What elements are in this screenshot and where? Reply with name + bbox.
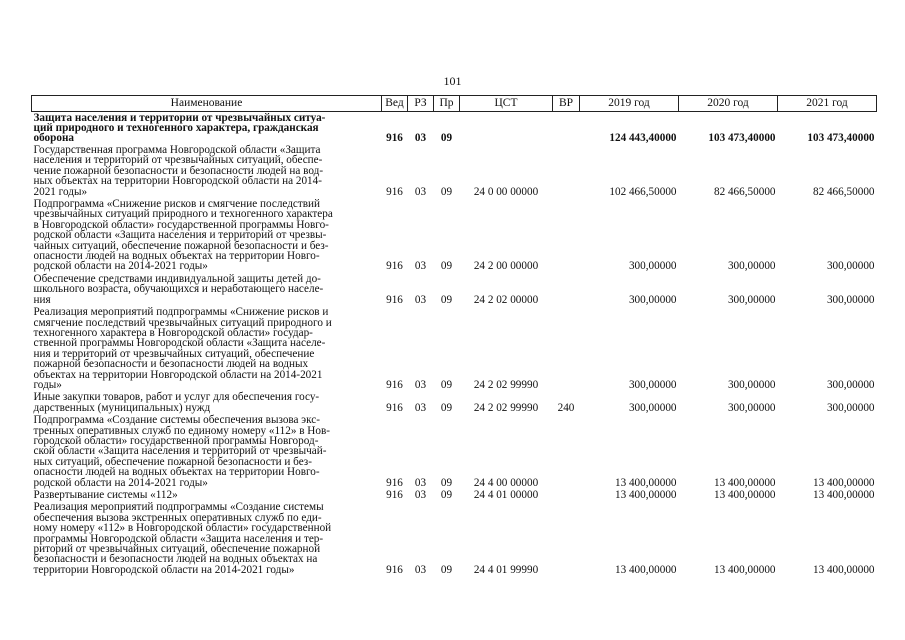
column-header-pr: Пр (434, 96, 460, 112)
cell-ved: 916 (386, 378, 403, 391)
cell-2020: 300,00000 (727, 260, 776, 273)
table-row (32, 489, 877, 501)
cell-pr: 09 (440, 401, 453, 414)
table-row (32, 306, 877, 391)
table-row (32, 112, 877, 145)
cell-2019: 13 400,00000 (614, 489, 677, 501)
cell-2020: 13 400,00000 (713, 489, 776, 501)
cell-name: Обеспечение средствами индивидуальной защиты детей до- школьного возраста, обучающихся и неработающего населе- ния (33, 272, 324, 306)
cell-pr: 09 (440, 293, 453, 306)
cell-rz: 03 (414, 293, 427, 306)
page-number: 101 (443, 74, 462, 88)
cell-cst: 24 4 01 99990 (473, 563, 539, 576)
column-header-ved: Вед (382, 96, 408, 112)
cell-rz: 03 (414, 401, 427, 414)
cell-2021: 13 400,00000 (812, 489, 875, 501)
cell-ved: 916 (386, 401, 403, 414)
cell-cst: 24 2 00 00000 (473, 260, 539, 273)
cell-2020: 13 400,00000 (713, 476, 776, 489)
cell-ved: 916 (386, 489, 403, 501)
cell-vr (553, 198, 580, 273)
cell-2021: 103 473,40000 (807, 131, 875, 144)
cell-vr (553, 306, 580, 391)
cell-name: Иные закупки товаров, работ и услуг для обеспечения госу- дарственных (муниципальных) нужд (33, 391, 320, 414)
cell-vr (553, 112, 580, 145)
cell-2019: 102 466,50000 (609, 185, 677, 198)
table-row (32, 501, 877, 576)
budget-table (31, 95, 877, 576)
cell-name: Реализация мероприятий подпрограммы «Снижение рисков и смягчение последствий чрезвычайных ситуаций природного и техногенного характера в Новгородской области» государ- ственной программы Новгородской области «Защита населе- ния и территорий от чрезвычайных ситуаций, обеспечение пожарной безопасности и безопасности людей на водных объектах на территории Новгородской области на 2014-2021 годы» (33, 306, 332, 391)
table-row (32, 144, 877, 198)
cell-cst: 24 2 02 99990 (473, 401, 539, 414)
cell-vr (553, 414, 580, 489)
cell-cst (460, 112, 553, 145)
cell-cst: 24 2 02 99990 (473, 378, 539, 391)
column-header-name: Наименование (32, 96, 382, 112)
cell-name: Подпрограмма «Создание системы обеспечения вызова экс- тренных оперативных служб по единому номеру «112» в Нов- городской области» государственной программы Новгород- ской области «Защита населения и территорий от чрезвычай- ных ситуаций, обеспечение пожарной безопасности и без- опасности людей на водных объектах на территории Новго- родской области на 2014-2021 годы» (33, 414, 330, 489)
cell-pr: 09 (440, 260, 453, 273)
cell-cst: 24 0 00 00000 (473, 185, 539, 198)
cell-rz: 03 (414, 260, 427, 273)
column-header-rz: РЗ (408, 96, 434, 112)
cell-ved: 916 (386, 260, 403, 273)
cell-vr (553, 144, 580, 198)
cell-name: Подпрограмма «Снижение рисков и смягчение последствий чрезвычайных ситуаций природного и техногенного характера в Новгородской области» государственной программы Новго- родской области «Защита населения и территорий от чрезвы- чайных ситуаций, обеспечение пожарной безопасности и без- опасности людей на водных объектах на территории Новго- родской области на 2014-2021 годы» (33, 198, 333, 273)
cell-pr: 09 (440, 131, 453, 144)
cell-ved: 916 (386, 293, 403, 306)
cell-pr: 09 (440, 185, 453, 198)
cell-2021: 300,00000 (826, 378, 875, 391)
cell-2021: 13 400,00000 (812, 476, 875, 489)
cell-cst: 24 2 02 00000 (473, 293, 539, 306)
cell-pr: 09 (440, 563, 453, 576)
cell-rz: 03 (414, 563, 427, 576)
cell-2020: 82 466,50000 (713, 185, 776, 198)
cell-name: Развертывание системы «112» (33, 489, 178, 501)
cell-vr: 240 (557, 401, 575, 414)
cell-2019: 300,00000 (628, 378, 677, 391)
table-row (32, 414, 877, 489)
cell-2019: 13 400,00000 (614, 476, 677, 489)
cell-2021: 13 400,00000 (812, 563, 875, 576)
cell-cst: 24 4 01 00000 (473, 489, 539, 501)
cell-vr (553, 489, 580, 501)
column-header-2019: 2019 год (580, 96, 679, 112)
cell-2020: 300,00000 (727, 401, 776, 414)
cell-ved: 916 (386, 563, 403, 576)
cell-pr: 09 (440, 476, 453, 489)
cell-rz: 03 (414, 378, 427, 391)
cell-2019: 300,00000 (628, 293, 677, 306)
column-header-2020: 2020 год (679, 96, 778, 112)
cell-2021: 300,00000 (826, 260, 875, 273)
cell-rz: 03 (414, 131, 427, 144)
cell-2021: 300,00000 (826, 401, 875, 414)
cell-rz: 03 (414, 489, 427, 501)
cell-vr (553, 501, 580, 576)
cell-name: Государственная программа Новгородской области «Защита населения и территорий от чрезвычайных ситуаций, обеспе- чение пожарной безопасности и безопасности людей на вод- ных объектах на территории Новгородской области на 2014- 2021 годы» (33, 144, 324, 198)
cell-ved: 916 (386, 185, 403, 198)
cell-pr: 09 (440, 378, 453, 391)
cell-2019: 300,00000 (628, 260, 677, 273)
cell-2020: 300,00000 (727, 293, 776, 306)
cell-2020: 103 473,40000 (708, 131, 776, 144)
table-row (32, 273, 877, 306)
cell-ved: 916 (386, 131, 403, 144)
table-row (32, 198, 877, 273)
cell-rz: 03 (414, 185, 427, 198)
cell-2021: 300,00000 (826, 293, 875, 306)
cell-pr: 09 (440, 489, 453, 501)
table-row (32, 391, 877, 414)
cell-vr (553, 273, 580, 306)
cell-ved: 916 (386, 476, 403, 489)
cell-name: Защита населения и территории от чрезвычайных ситуа- ций природного и техногенного характера, гражданская оборона (33, 112, 326, 144)
column-header-cst: ЦСТ (460, 96, 553, 112)
column-header-2021: 2021 год (778, 96, 877, 112)
cell-2019: 124 443,40000 (609, 131, 677, 144)
column-header-vr: ВР (553, 96, 580, 112)
header-row (32, 96, 877, 112)
cell-2019: 13 400,00000 (614, 563, 677, 576)
cell-rz: 03 (414, 476, 427, 489)
cell-2021: 82 466,50000 (812, 185, 875, 198)
cell-name: Реализация мероприятий подпрограммы «Создание системы обеспечения вызова экстренных оперативных служб по еди- ному номеру «112» в Новгородской области» государственной программы Новгородской области «Защита населения и тер- риторий от чрезвычайных ситуаций, обеспечение пожарной безопасности и безопасности людей на водных объектах на территории Новгородской области на 2014-2021 годы» (33, 501, 332, 576)
cell-2019: 300,00000 (628, 401, 677, 414)
cell-2020: 300,00000 (727, 378, 776, 391)
cell-2020: 13 400,00000 (713, 563, 776, 576)
cell-cst: 24 4 00 00000 (473, 476, 539, 489)
